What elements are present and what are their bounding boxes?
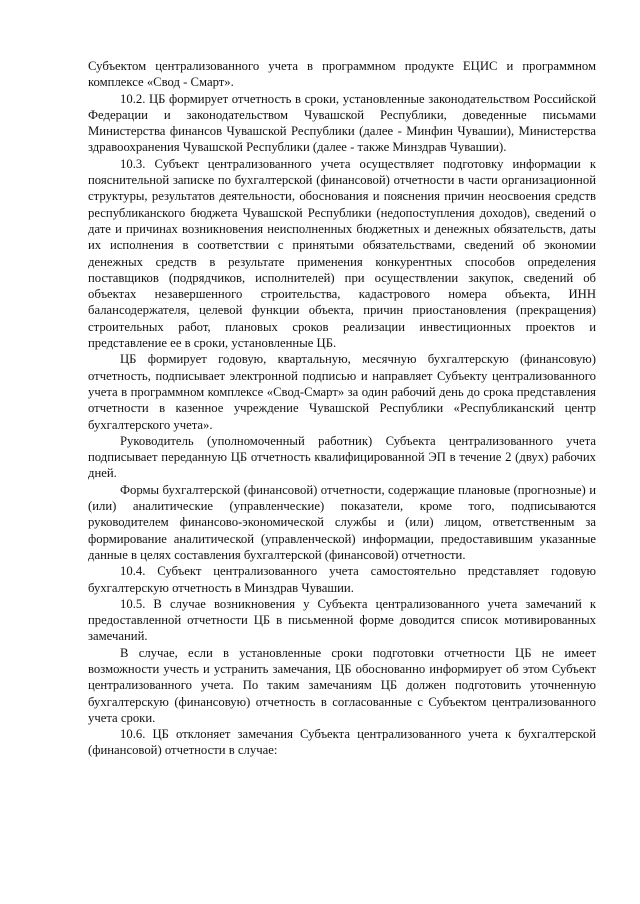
- paragraph-continuation: Субъектом централизованного учета в программном продукте ЕЦИС и программном комплексе «Свод - Смарт».: [88, 59, 596, 90]
- paragraph-10-4: 10.4. Субъект централизованного учета самостоятельно представляет годовую бухгалтерскую отчетность в Минздрав Чувашии.: [88, 564, 596, 595]
- paragraph-report-forms: Формы бухгалтерской (финансовой) отчетности, содержащие плановые (прогнозные) и (или) аналитические (управленческие) показатели, кроме того, подписываются руководителем финансово-экономической службы и (или) лицом, ответственным за формирование аналитической (управленческой) информации, предоставившим указанные данные в целях составления бухгалтерской (финансовой) отчетности.: [88, 482, 596, 562]
- paragraph-10-5: 10.5. В случае возникновения у Субъекта централизованного учета замечаний к предоставленной отчетности ЦБ в письменной форме доводится список мотивированных замечаний.: [88, 596, 596, 644]
- paragraph-head-signature: Руководитель (уполномоченный работник) Субъекта централизованного учета подписывает переданную ЦБ отчетность квалифицированной ЭП в течение 2 (двух) рабочих дней.: [88, 433, 596, 481]
- paragraph-10-6: 10.6. ЦБ отклоняет замечания Субъекта централизованного учета к бухгалтерской (финансовой) отчетности в случае:: [88, 727, 596, 758]
- paragraph-10-2: 10.2. ЦБ формирует отчетность в сроки, установленные законодательством Российской Федерации и законодательством Чувашской Республики, доведенные письмами Министерства финансов Чувашской Республики (далее - Минфин Чувашии), Министерства здравоохранения Чувашской Республики (далее - также Минздрав Чувашии).: [88, 91, 596, 155]
- paragraph-remarks-deadline: В случае, если в установленные сроки подготовки отчетности ЦБ не имеет возможности учесть и устранить замечания, ЦБ обоснованно информирует об этом Субъект централизованного учета. По таким замечаниям ЦБ должен подготовить уточненную бухгалтерскую (финансовую) отчетность в согласованные с Субъектом централизованного учета сроки.: [88, 645, 596, 725]
- document-page: [88, 58, 596, 759]
- paragraph-reporting-formation: ЦБ формирует годовую, квартальную, месячную бухгалтерскую (финансовую) отчетность, подписывает электронной подписью и направляет Субъекту централизованного учета в программном комплексе «Свод-Смарт» за один рабочий день до срока представления отчетности в казенное учреждение Чувашской Республики «Республиканский центр бухгалтерского учета».: [88, 352, 596, 432]
- paragraph-10-3: 10.3. Субъект централизованного учета осуществляет подготовку информации к пояснительной записке по бухгалтерской (финансовой) отчетности в части организационной структуры, результатов деятельности, обоснования и пояснения причин неосвоения средств республиканского бюджета Чувашской Республики (недопоступления доходов), сведений о дате и причинах возникновения неисполненных бюджетных и денежных обязательств, даты их исполнения в соответствии с принятыми обязательствами, сведений об экономии денежных средств в результате применения конкурентных способов определения поставщиков (подрядчиков, исполнителей) при осуществлении закупок, сведений об объектах незавершенного строительства, кадастрового номера объекта, ИНН балансодержателя, целевой функции объекта, причин приостановления (прекращения) строительных работ, плановых сроков реализации инвестиционных проектов и представление ее в сроки, установленные ЦБ.: [88, 156, 596, 351]
